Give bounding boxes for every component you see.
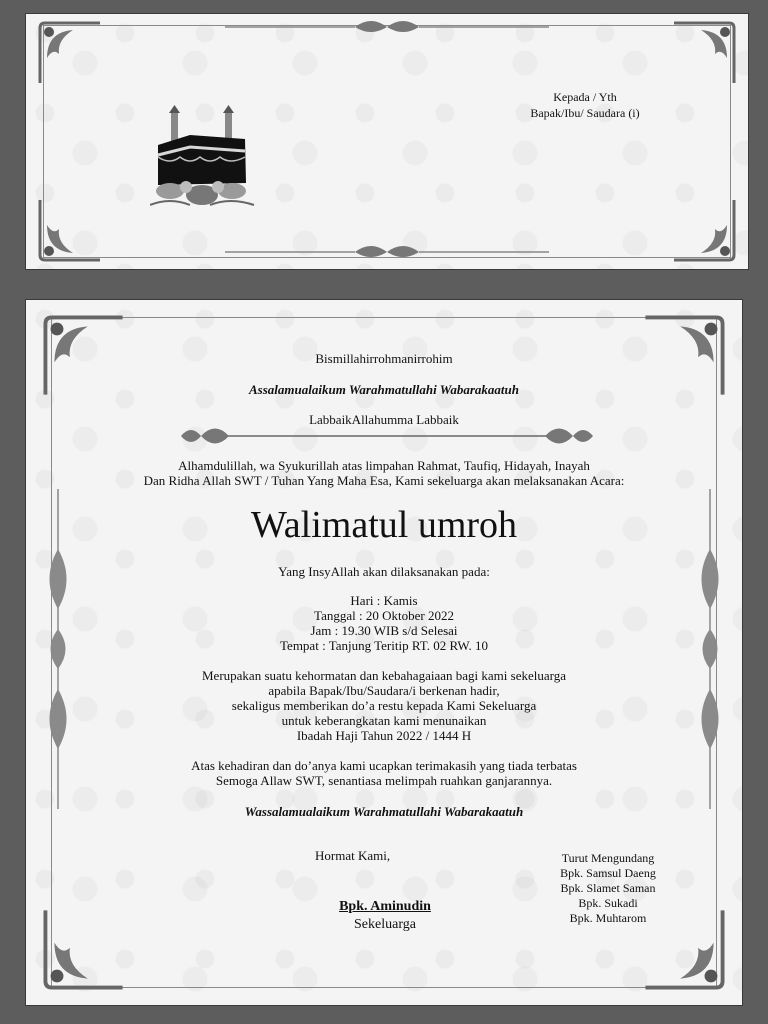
event-title: Walimatul umroh: [250, 504, 518, 546]
thanks-line: Atas kehadiran dan do’anya kami ucapkan terimakasih yang tiada terbatas: [191, 758, 577, 773]
intro-line-1: Alhamdulillah, wa Syukurillah atas limpahan Rahmat, Taufiq, Hidayah, Inayah: [178, 458, 590, 473]
invitation-card: [25, 299, 743, 1006]
corner-ornament-icon: [669, 18, 739, 88]
corner-ornament-icon: [669, 195, 739, 265]
co-inviters-title: Turut Mengundang: [561, 851, 655, 865]
bismillah-text: Bismillahirrohmanirrohim: [315, 351, 453, 366]
co-inviter: Bpk. Sukadi: [578, 896, 638, 910]
body-line: apabila Bapak/Ibu/Saudara/i berkenan hadir,: [268, 683, 500, 698]
body-line: Ibadah Haji Tahun 2022 / 1444 H: [296, 728, 472, 743]
host-name: Bpk. Aminudin: [339, 899, 431, 914]
labbaik-text: LabbaikAllahumma Labbaik: [309, 412, 459, 427]
detail-place: Tempat : Tanjung Teritip RT. 02 RW. 10: [280, 638, 488, 653]
event-intro: Yang InsyAllah akan dilaksanakan pada:: [278, 564, 490, 579]
divider-flourish-icon: [179, 421, 595, 451]
salam-opening: Assalamualaikum Warahmatullahi Wabarakaatuh: [249, 382, 519, 397]
body-line: untuk keberangkatan kami menunaikan: [281, 713, 487, 728]
recipient-block: [495, 89, 675, 121]
body-line: sekaligus memberikan do’a restu kepada Kami Sekeluarga: [231, 698, 537, 713]
salam-closing: Wassalamualaikum Warahmatullahi Wabarakaatuh: [244, 804, 524, 819]
envelope-card: [25, 13, 749, 270]
detail-date: Tanggal : 20 Oktober 2022: [314, 608, 454, 623]
co-inviter: Bpk. Slamet Saman: [560, 881, 656, 895]
recipient-line-1: Kepada / Yth: [553, 90, 617, 104]
top-flourish-icon: [225, 17, 549, 37]
regards-text: Hormat Kami,: [315, 848, 391, 863]
bottom-flourish-icon: [225, 242, 549, 262]
envelope-border: [43, 25, 731, 258]
intro-line-2: Dan Ridha Allah SWT / Tuhan Yang Maha Esa, Kami sekeluarga akan melaksanakan Acara:: [143, 473, 625, 488]
corner-ornament-icon: [39, 904, 129, 994]
detail-time: Jam : 19.30 WIB s/d Selesai: [310, 623, 458, 638]
thanks-line: Semoga Allaw SWT, senantiasa melimpah ruahkan ganjarannya.: [215, 773, 553, 788]
body-line: Merupakan suatu kehormatan dan kebahagaiaan bagi kami sekeluarga: [202, 668, 566, 683]
corner-ornament-icon: [35, 18, 105, 88]
corner-ornament-icon: [35, 195, 105, 265]
detail-day: Hari : Kamis: [350, 593, 418, 608]
kaaba-icon: [150, 105, 260, 215]
host-family: Sekeluarga: [354, 917, 416, 932]
recipient-line-2: Bapak/Ibu/ Saudara (i): [530, 106, 640, 120]
co-inviter: Bpk. Muhtarom: [569, 911, 647, 925]
co-inviter: Bpk. Samsul Daeng: [560, 866, 656, 880]
